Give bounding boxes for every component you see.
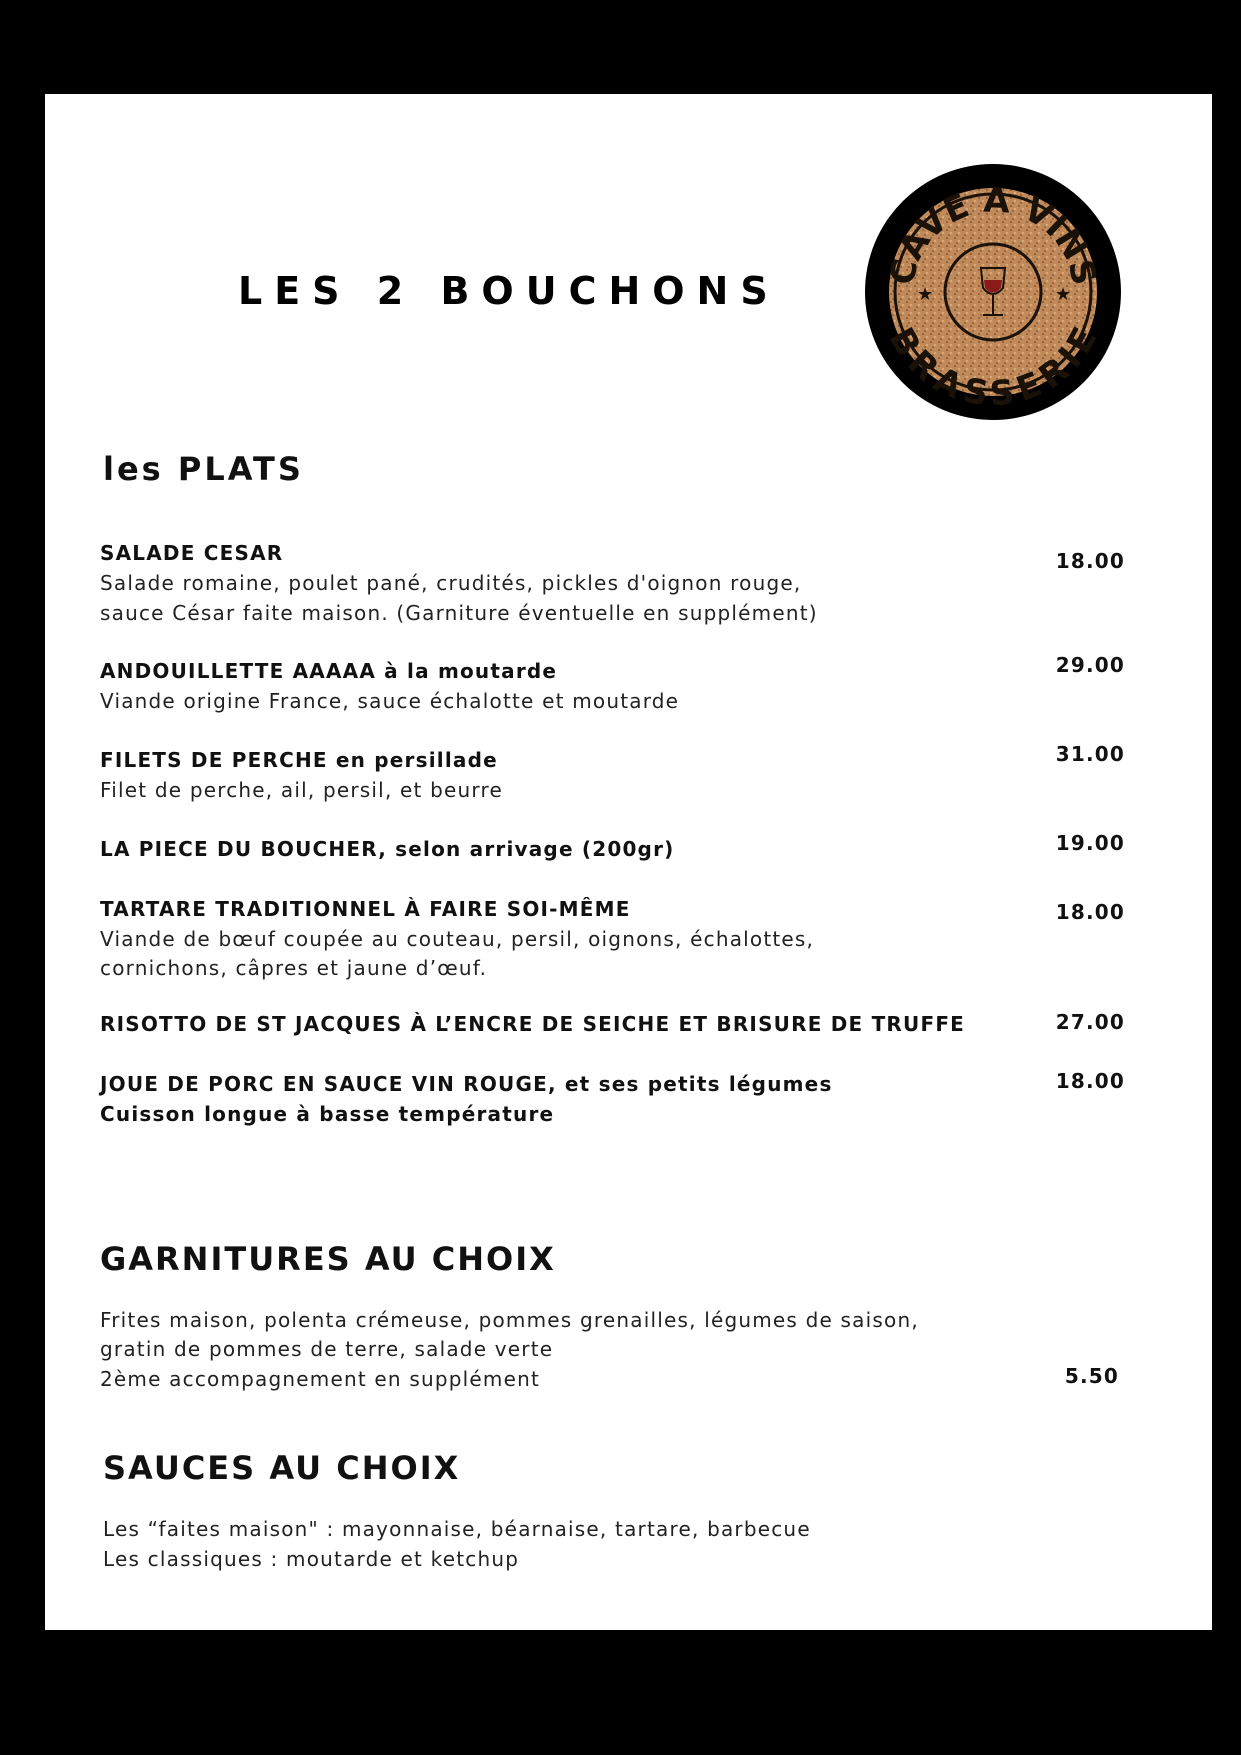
garnitures-supplement: 2ème accompagnement en supplément [100,1367,541,1391]
garnitures-heading: GARNITURES AU CHOIX [100,1240,556,1278]
item-price: 27.00 [1055,1010,1125,1034]
item-description: Salade romaine, poulet pané, crudités, pickles d'oignon rouge, [100,571,802,595]
item-description: Viande origine France, sauce échalotte et moutarde [100,689,680,713]
item-description: sauce César faite maison. (Garniture éventuelle en supplément) [100,601,818,625]
brasserie-logo [865,164,1121,420]
logo-top-text: CAVE A VINS [881,180,1105,289]
logo-bottom-text: BRASSERIE [880,321,1106,415]
item-name: FILETS DE PERCHE en persillade [100,748,498,772]
menu-page [45,94,1212,1630]
item-price: 18.00 [1055,900,1125,924]
item-price: 31.00 [1055,742,1125,766]
garnitures-price: 5.50 [1064,1364,1119,1388]
garnitures-line: gratin de pommes de terre, salade verte [100,1337,554,1361]
sauces-heading: SAUCES AU CHOIX [103,1449,461,1487]
item-subtitle: Cuisson longue à basse température [100,1102,555,1126]
item-name: RISOTTO DE ST JACQUES À L’ENCRE DE SEICHE ET BRISURE DE TRUFFE [100,1012,966,1036]
item-name: JOUE DE PORC EN SAUCE VIN ROUGE, et ses petits légumes [100,1072,833,1096]
plats-heading: les PLATS [103,450,304,488]
restaurant-title: LES 2 BOUCHONS [238,269,780,313]
item-description: cornichons, câpres et jaune d’œuf. [100,956,488,980]
item-price: 18.00 [1055,549,1125,573]
item-name: ANDOUILLETTE AAAAA à la moutarde [100,659,558,683]
sauces-line: Les classiques : moutarde et ketchup [103,1547,520,1571]
item-price: 29.00 [1055,653,1125,677]
item-name: TARTARE TRADITIONNEL À FAIRE SOI-MÊME [100,897,631,921]
star-icon: ★ [917,284,934,305]
item-description: Filet de perche, ail, persil, et beurre [100,778,503,802]
sauces-line: Les “faites maison" : mayonnaise, béarnaise, tartare, barbecue [103,1517,811,1541]
item-price: 18.00 [1055,1069,1125,1093]
item-name: LA PIECE DU BOUCHER, selon arrivage (200gr) [100,837,675,861]
item-price: 19.00 [1055,831,1125,855]
star-icon: ★ [1055,284,1072,305]
item-name: SALADE CESAR [100,541,284,565]
item-description: Viande de bœuf coupée au couteau, persil, oignons, échalottes, [100,927,815,951]
garnitures-line: Frites maison, polenta crémeuse, pommes grenailles, légumes de saison, [100,1308,919,1332]
